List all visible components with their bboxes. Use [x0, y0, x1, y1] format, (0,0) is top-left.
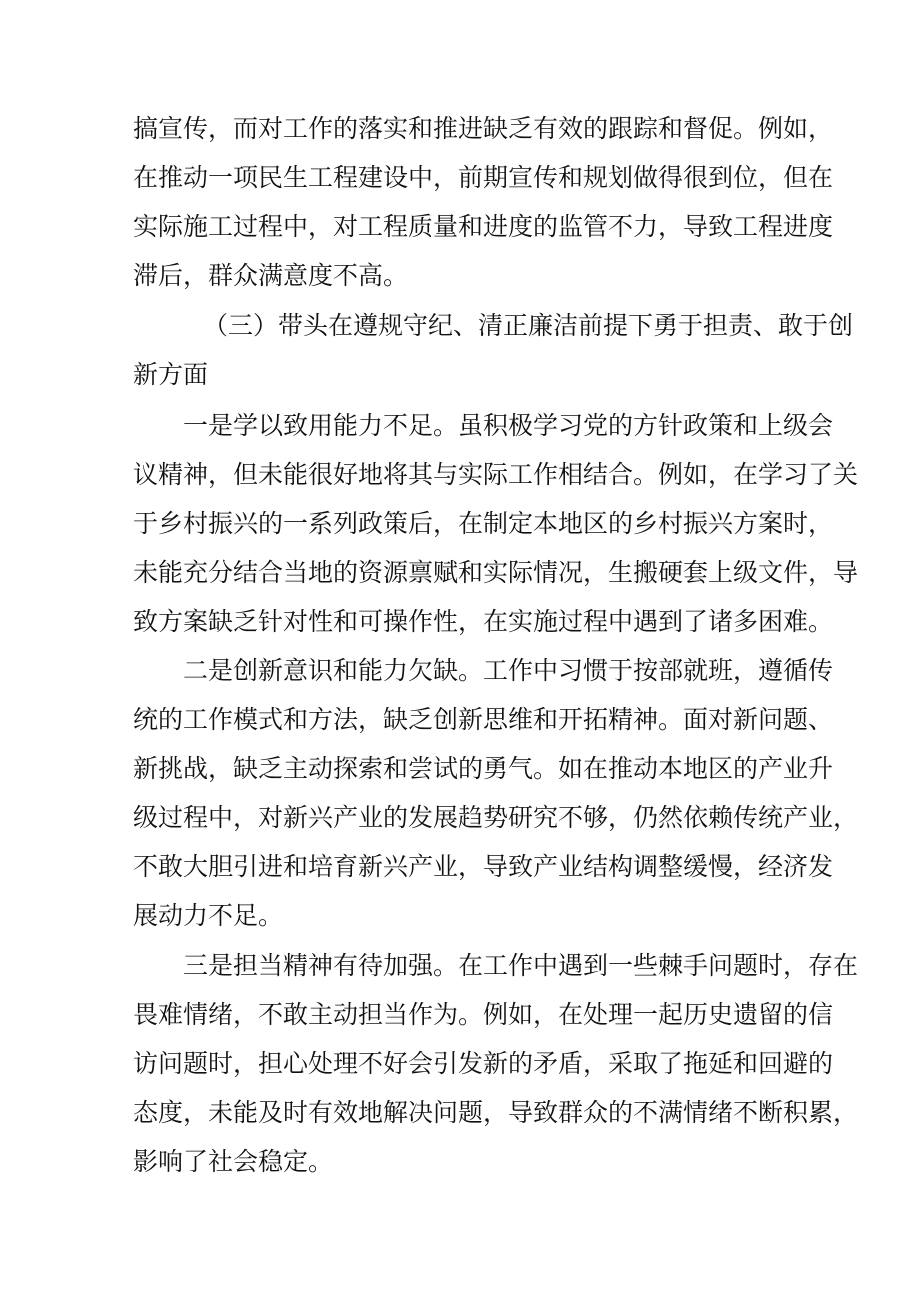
- text-line: 展动力不足。: [133, 901, 284, 930]
- text-line: 滞后，群众满意度不高。: [133, 261, 409, 290]
- text-line: 议精神，但未能很好地将其与实际工作相结合。例如，在学习了关: [133, 460, 859, 489]
- text-line: 实际施工过程中，对工程质量和进度的监管不力，导致工程进度: [133, 212, 834, 241]
- text-line: 级过程中，对新兴产业的发展趋势研究不够，仍然依赖传统产业，: [133, 803, 859, 832]
- text-line: 搞宣传，而对工作的落实和推进缺乏有效的跟踪和督促。例如，: [133, 114, 834, 143]
- section-heading-line: 新方面: [133, 360, 209, 389]
- text-line: 未能充分结合当地的资源禀赋和实际情况，生搬硬套上级文件，导: [133, 558, 859, 587]
- text-line: 在推动一项民生工程建设中，前期宣传和规划做得很到位，但在: [133, 163, 834, 192]
- paragraph-first-line: 一是学以致用能力不足。虽积极学习党的方针政策和上级会: [183, 411, 834, 440]
- text-line: 影响了社会稳定。: [133, 1147, 334, 1176]
- text-line: 访问题时，担心处理不好会引发新的矛盾，采取了拖延和回避的: [133, 1049, 834, 1078]
- text-line: 不敢大胆引进和培育新兴产业，导致产业结构调整缓慢，经济发: [133, 852, 834, 881]
- paragraph-first-line: 二是创新意识和能力欠缺。工作中习惯于按部就班，遵循传: [183, 656, 834, 685]
- text-line: 统的工作模式和方法，缺乏创新思维和开拓精神。面对新问题、: [133, 705, 834, 734]
- section-heading-line: （三）带头在遵规守纪、清正廉洁前提下勇于担责、敢于创: [203, 311, 854, 340]
- text-line: 新挑战，缺乏主动探索和尝试的勇气。如在推动本地区的产业升: [133, 754, 834, 783]
- text-line: 致方案缺乏针对性和可操作性，在实施过程中遇到了诸多困难。: [133, 607, 834, 636]
- paragraph-first-line: 三是担当精神有待加强。在工作中遇到一些棘手问题时，存在: [183, 951, 859, 980]
- text-line: 于乡村振兴的一系列政策后，在制定本地区的乡村振兴方案时，: [133, 509, 834, 538]
- text-line: 态度，未能及时有效地解决问题，导致群众的不满情绪不断积累，: [133, 1098, 859, 1127]
- text-line: 畏难情绪，不敢主动担当作为。例如，在处理一起历史遗留的信: [133, 1000, 834, 1029]
